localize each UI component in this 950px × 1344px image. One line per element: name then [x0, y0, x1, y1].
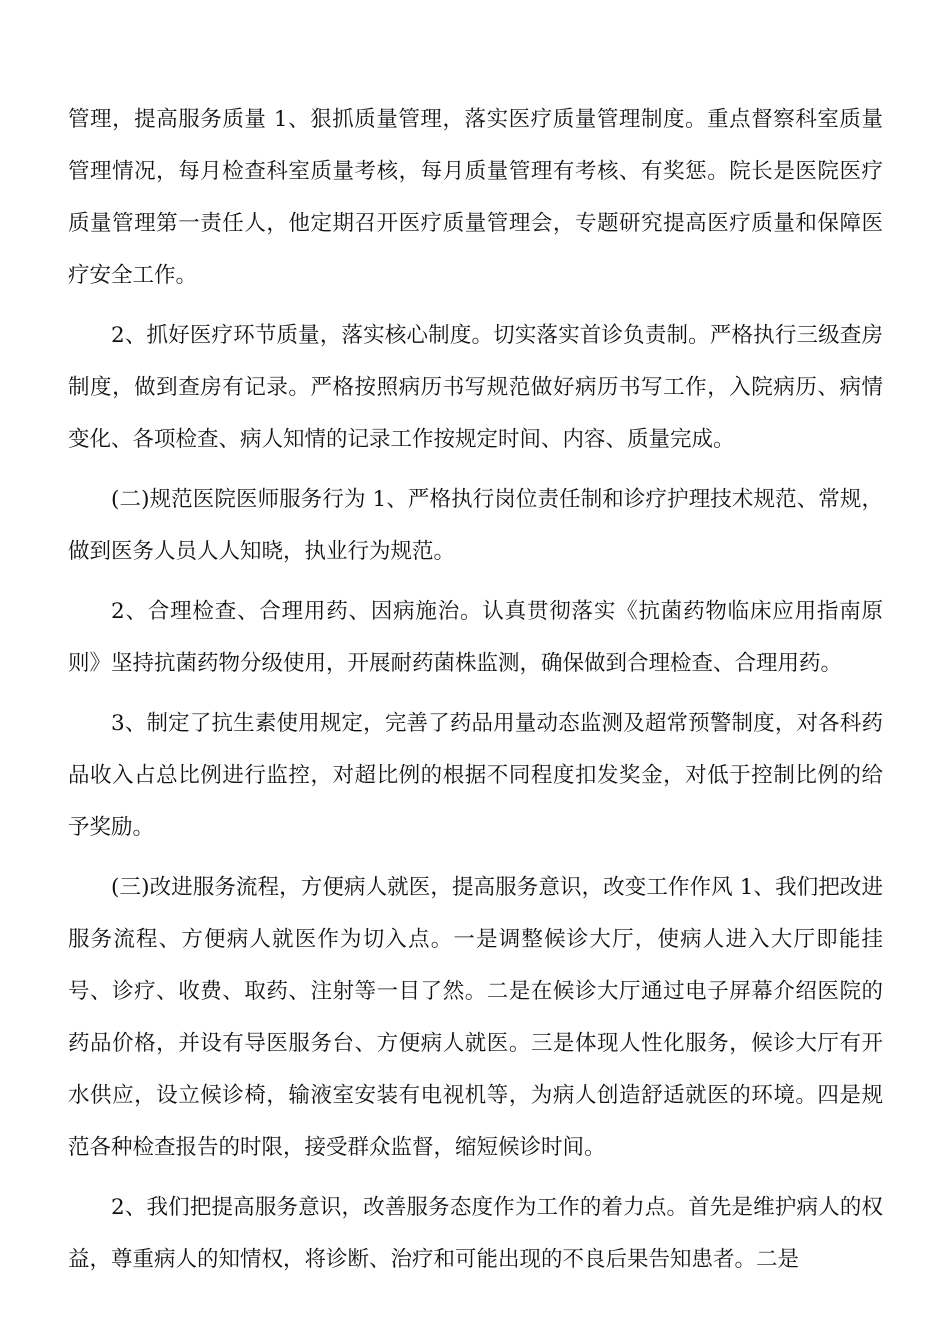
paragraph-5: 3、制定了抗生素使用规定，完善了药品用量动态监测及超常预警制度，对各科药品收入占总比例进行监控，对超比例的根据不同程度扣发奖金，对低于控制比例的给予奖励。 [68, 711, 883, 840]
paragraph-1: 管理，提高服务质量 1、狠抓质量管理，落实医疗质量管理制度。重点督察科室质量管理情况，每月检查科室质量考核，每月质量管理有考核、有奖惩。院长是医院医疗质量管理第一责任人，他定期召开医疗质量管理会，专题研究提高医疗质量和保障医疗安全工作。 [68, 107, 883, 288]
paragraph-6: (三)改进服务流程，方便病人就医，提高服务意识，改变工作作风 1、我们把改进服务流程、方便病人就医作为切入点。一是调整候诊大厅，使病人进入大厅即能挂号、诊疗、收费、取药、注射等一目了然。二是在候诊大厅通过电子屏幕介绍医院的药品价格，并设有导医服务台、方便病人就医。三是体现人性化服务，候诊大厅有开水供应，设立候诊椅，输液室安装有电视机等，为病人创造舒适就医的环境。四是规范各种检查报告的时限，接受群众监督，缩短候诊时间。 [68, 875, 883, 1160]
paragraph-4: 2、合理检查、合理用药、因病施治。认真贯彻落实《抗菌药物临床应用指南原则》坚持抗菌药物分级使用，开展耐药菌株监测，确保做到合理检查、合理用药。 [68, 599, 883, 676]
paragraph-2: 2、抓好医疗环节质量，落实核心制度。切实落实首诊负责制。严格执行三级查房制度，做到查房有记录。严格按照病历书写规范做好病历书写工作，入院病历、病情变化、各项检查、病人知情的记录工作按规定时间、内容、质量完成。 [68, 323, 883, 452]
paragraph-7: 2、我们把提高服务意识，改善服务态度作为工作的着力点。首先是维护病人的权益，尊重病人的知情权，将诊断、治疗和可能出现的不良后果告知患者。二是 [68, 1195, 883, 1272]
paragraph-3: (二)规范医院医师服务行为 1、严格执行岗位责任制和诊疗护理技术规范、常规，做到医务人员人人知晓，执业行为规范。 [68, 487, 883, 564]
document-body [68, 94, 883, 1294]
